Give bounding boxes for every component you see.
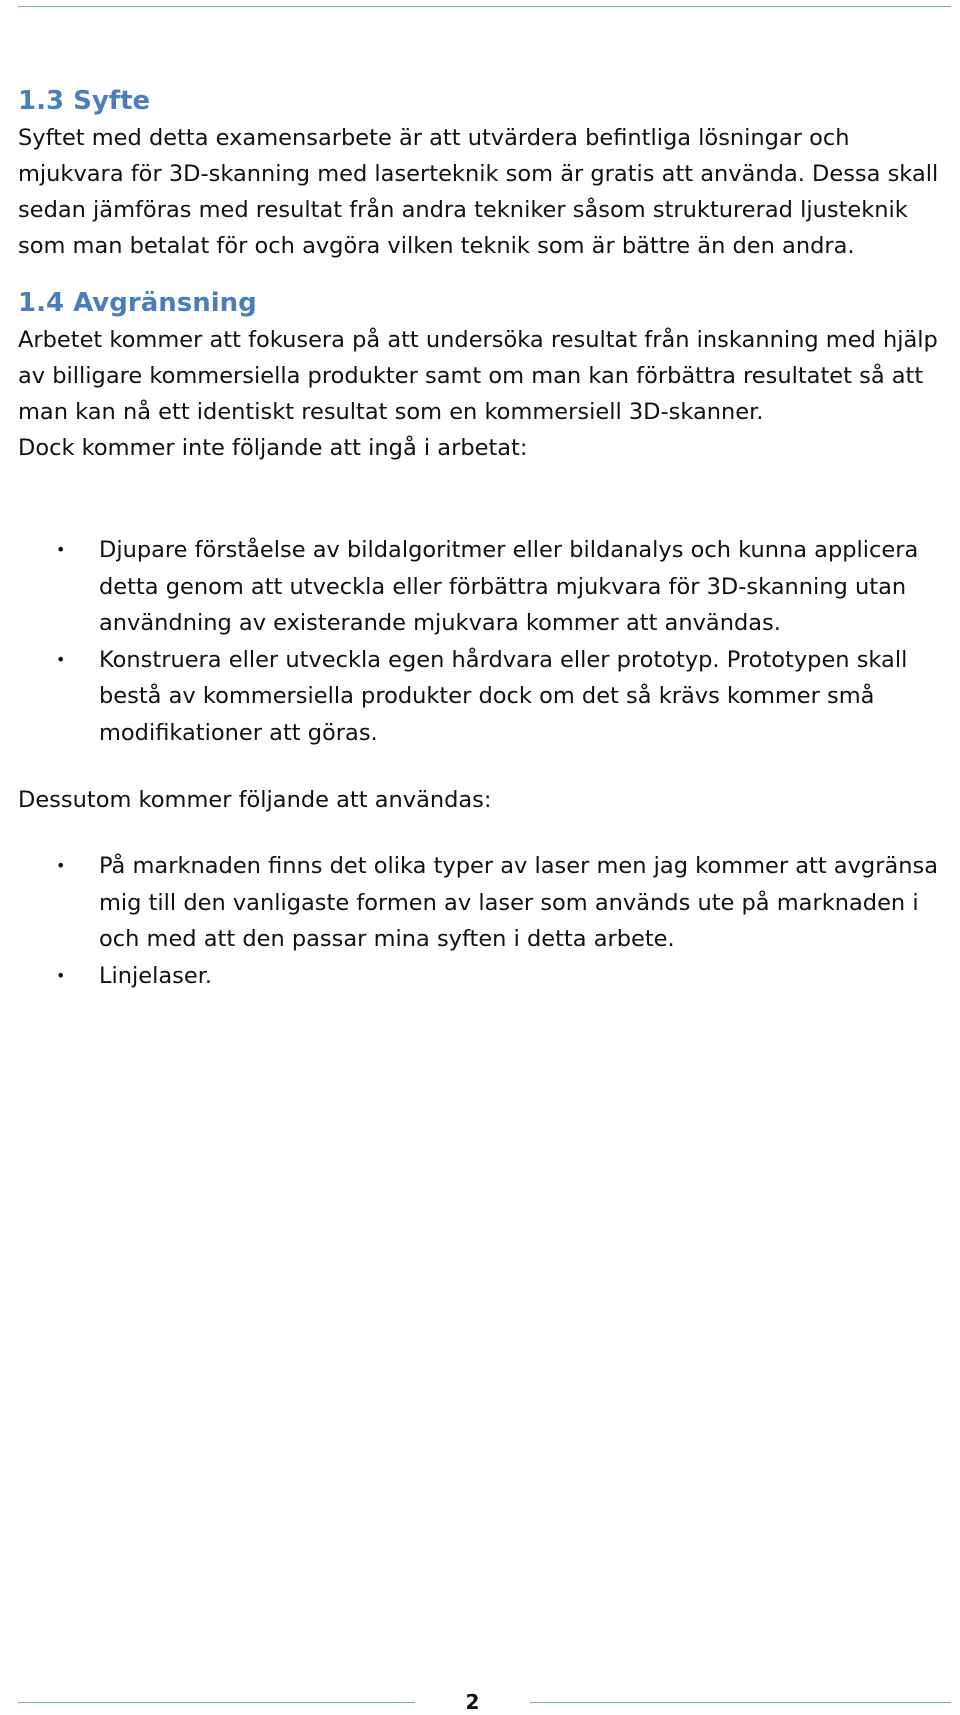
text-line: av billigare kommersiella produkter samt om man kan förbättra resultatet så att xyxy=(18,363,924,389)
bullet-icon: • xyxy=(56,649,66,669)
document-body xyxy=(18,82,950,994)
text-line: mjukvara för 3D-skanning med laserteknik som är gratis att använda. Dessa skall xyxy=(18,161,939,187)
text-line: detta genom att utveckla eller förbättra mjukvara för 3D-skanning utan xyxy=(99,573,907,600)
text-line: som man betalat för och avgöra vilken teknik som är bättre än den andra. xyxy=(18,233,855,259)
text-line: Djupare förståelse av bildalgoritmer eller bildanalys och kunna applicera xyxy=(99,537,919,563)
footer-rule-right xyxy=(530,1702,951,1703)
additional-list xyxy=(18,848,950,994)
header-rule xyxy=(18,6,951,7)
text-line: och med att den passar mina syften i detta arbete. xyxy=(99,926,675,952)
text-line: bestå av kommersiella produkter dock om det så krävs kommer små xyxy=(99,683,875,709)
text-line: På marknaden finns det olika typer av laser men jag kommer att avgränsa xyxy=(99,853,939,879)
section-avgransning xyxy=(18,284,950,994)
section-heading-avgransning: 1.4 Avgränsning xyxy=(18,288,257,318)
list-item xyxy=(18,958,950,995)
paragraph-additional-intro: Dessutom kommer följande att användas: xyxy=(18,787,492,813)
section-heading-syfte: 1.3 Syfte xyxy=(18,86,151,116)
text-line: modifikationer att göras. xyxy=(99,719,378,746)
paragraph-syfte xyxy=(18,120,950,264)
text-line: Linjelaser. xyxy=(99,962,213,989)
paragraph-avgransning xyxy=(18,322,950,466)
exclusion-list xyxy=(18,532,950,751)
text-line: Dock kommer inte följande att ingå i arbetat: xyxy=(18,435,528,461)
list-item xyxy=(18,532,950,642)
page-number: 2 xyxy=(465,1690,480,1714)
text-line: användning av existerande mjukvara kommer att användas. xyxy=(99,610,781,636)
text-line: man kan nå ett identiskt resultat som en kommersiell 3D-skanner. xyxy=(18,399,764,425)
section-syfte xyxy=(18,82,950,264)
text-line: Syftet med detta examensarbete är att utvärdera befintliga lösningar och xyxy=(18,125,850,151)
text-line: Arbetet kommer att fokusera på att undersöka resultat från inskanning med hjälp xyxy=(18,327,938,353)
text-line: Konstruera eller utveckla egen hårdvara eller prototyp. Prototypen skall xyxy=(99,646,908,673)
bullet-icon: • xyxy=(56,965,66,985)
page-footer xyxy=(0,1690,960,1714)
text-line: sedan jämföras med resultat från andra tekniker såsom strukturerad ljusteknik xyxy=(18,197,908,223)
list-item xyxy=(18,642,950,752)
list-item xyxy=(18,848,950,958)
bullet-icon: • xyxy=(56,856,66,875)
text-line: mig till den vanligaste formen av laser som används ute på marknaden i xyxy=(99,889,919,916)
bullet-icon: • xyxy=(56,540,66,559)
